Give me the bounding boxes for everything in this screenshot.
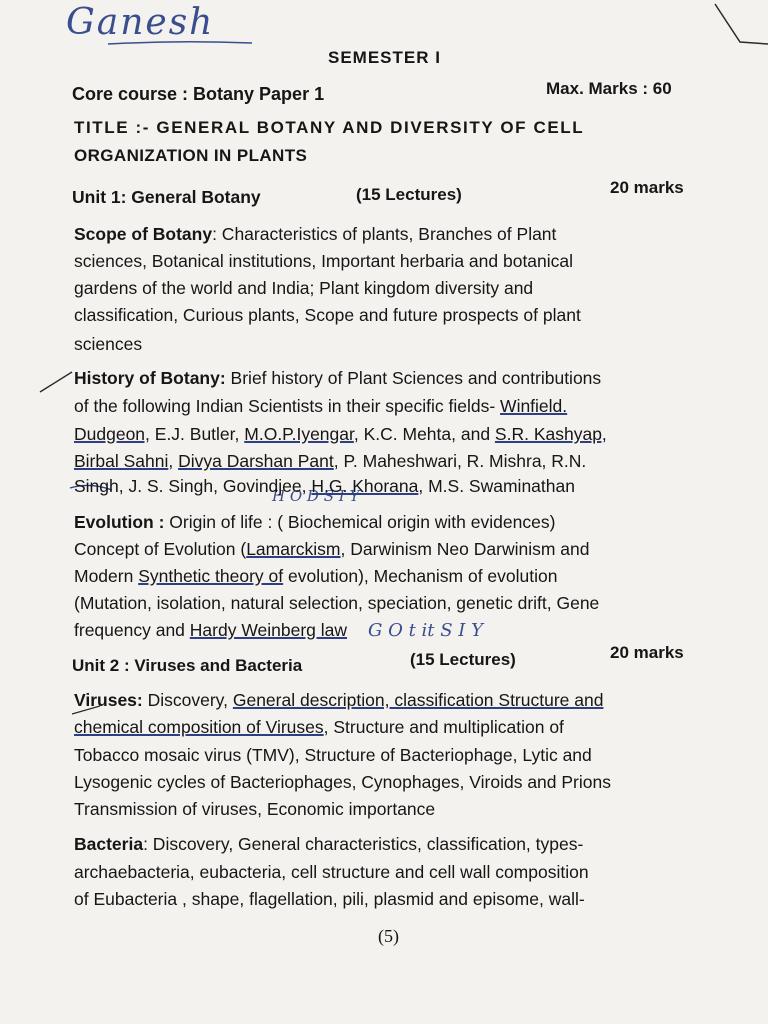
evolution-text: Concept of Evolution ( bbox=[74, 539, 247, 559]
underlined-name: Birbal Sahni bbox=[74, 451, 169, 471]
evolution-text: , Darwinism Neo Darwinism and bbox=[340, 539, 590, 559]
evolution-line-4: (Mutation, isolation, natural selection, speciation, genetic drift, Gene bbox=[74, 593, 600, 613]
scope-line-2: sciences, Botanical institutions, Important herbaria and botanical bbox=[74, 251, 574, 271]
history-text: , M.S. Swaminathan bbox=[418, 476, 575, 496]
viruses-line-5: Transmission of viruses, Economic importance bbox=[74, 799, 436, 819]
unit1-marks: 20 marks bbox=[610, 178, 684, 197]
underlined-term: Hardy Weinberg law bbox=[189, 620, 348, 640]
evolution-line-3 bbox=[74, 566, 557, 587]
history-text: of the following Indian Scientists in their specific fields- bbox=[74, 396, 501, 416]
unit2-marks: 20 marks bbox=[610, 643, 684, 662]
history-text: , J. S. Singh, Govindjee, bbox=[118, 476, 312, 496]
bacteria-line-3: of Eubacteria , shape, flagellation, pili, plasmid and episome, wall- bbox=[74, 889, 585, 909]
viruses-line-2 bbox=[74, 717, 564, 738]
viruses-text: Discovery, bbox=[142, 690, 233, 710]
scope-label: Scope of Botany bbox=[74, 224, 213, 244]
history-text: Singh bbox=[74, 476, 119, 496]
evolution-text: evolution), Mechanism of evolution bbox=[283, 566, 558, 586]
history-text: E.J. Butler, bbox=[149, 424, 245, 444]
bacteria-line-2: archaebacteria, eubacteria, cell structure and cell wall composition bbox=[74, 862, 589, 882]
history-line-2 bbox=[74, 396, 567, 417]
evolution-line-2 bbox=[74, 539, 589, 560]
unit1-heading: Unit 1: General Botany bbox=[72, 187, 261, 207]
evolution-line-1 bbox=[74, 512, 555, 533]
max-marks: Max. Marks : 60 bbox=[546, 79, 672, 98]
evolution-label: Evolution : bbox=[74, 512, 165, 532]
handwritten-name: Ganesh bbox=[66, 2, 215, 43]
underlined-name: H.G. Khorana bbox=[311, 476, 419, 496]
bacteria-label: Bacteria bbox=[74, 834, 144, 854]
scope-text: : Characteristics of plants, Branches of Plant bbox=[212, 224, 557, 244]
evolution-text: Modern bbox=[74, 566, 139, 586]
evolution-text: frequency and bbox=[74, 620, 190, 640]
core-course: Core course : Botany Paper 1 bbox=[72, 84, 325, 104]
underlined-name: Winfield. bbox=[500, 396, 568, 416]
underlined-term: Lamarckism bbox=[246, 539, 341, 559]
evolution-line-5 bbox=[74, 620, 347, 641]
viruses-line-1 bbox=[74, 690, 603, 711]
evolution-text: Origin of life : ( Biochemical origin with evidences) bbox=[164, 512, 556, 532]
page-number: (5) bbox=[378, 926, 399, 946]
history-text: , bbox=[168, 451, 179, 471]
underlined-term: chemical composition of Viruses bbox=[74, 717, 324, 737]
underlined-name: Dudgeon, bbox=[74, 424, 150, 444]
scope-line-5: sciences bbox=[74, 334, 143, 354]
bacteria-text: : Discovery, General characteristics, classification, types- bbox=[143, 834, 584, 854]
handwritten-note-hod: H O D S I Y bbox=[272, 487, 360, 505]
title-line-2: ORGANIZATION IN PLANTS bbox=[74, 146, 308, 165]
history-text: , P. Maheshwari, R. Mishra, R.N. bbox=[333, 451, 587, 471]
history-text: , K.C. Mehta, and bbox=[353, 424, 495, 444]
history-line-1 bbox=[74, 368, 601, 389]
bacteria-line-1 bbox=[74, 834, 583, 855]
underlined-name: S.R. Kashyap, bbox=[494, 424, 607, 444]
unit2-heading: Unit 2 : Viruses and Bacteria bbox=[72, 656, 303, 675]
underlined-term: General description, classification Structure and bbox=[232, 690, 604, 710]
semester-heading: SEMESTER I bbox=[328, 48, 441, 67]
viruses-label: Viruses: bbox=[74, 690, 143, 710]
viruses-text: , Structure and multiplication of bbox=[323, 717, 564, 737]
viruses-line-4: Lysogenic cycles of Bacteriophages, Cynophages, Viroids and Prions bbox=[74, 772, 611, 792]
history-label: History of Botany: bbox=[74, 368, 226, 388]
scope-line-4: classification, Curious plants, Scope and future prospects of plant bbox=[74, 305, 581, 325]
history-line-5 bbox=[74, 476, 575, 497]
history-line-4 bbox=[74, 451, 586, 472]
handwritten-note-got-it: G O t it S I Y bbox=[368, 620, 484, 641]
viruses-line-3: Tobacco mosaic virus (TMV), Structure of Bacteriophage, Lytic and bbox=[74, 745, 592, 765]
unit2-lectures: (15 Lectures) bbox=[410, 650, 516, 669]
underlined-term: Synthetic theory of bbox=[138, 566, 284, 586]
scope-line-1 bbox=[74, 224, 556, 245]
scope-line-3: gardens of the world and India; Plant kingdom diversity and bbox=[74, 278, 534, 298]
history-text: Brief history of Plant Sciences and contributions bbox=[225, 368, 602, 388]
underlined-name: M.O.P.Iyengar bbox=[244, 424, 354, 444]
history-line-3 bbox=[74, 424, 607, 445]
unit1-lectures: (15 Lectures) bbox=[356, 185, 462, 204]
underlined-name: Divya Darshan Pant bbox=[178, 451, 334, 471]
title-line-1: TITLE :- GENERAL BOTANY AND DIVERSITY OF CELL bbox=[74, 118, 585, 137]
